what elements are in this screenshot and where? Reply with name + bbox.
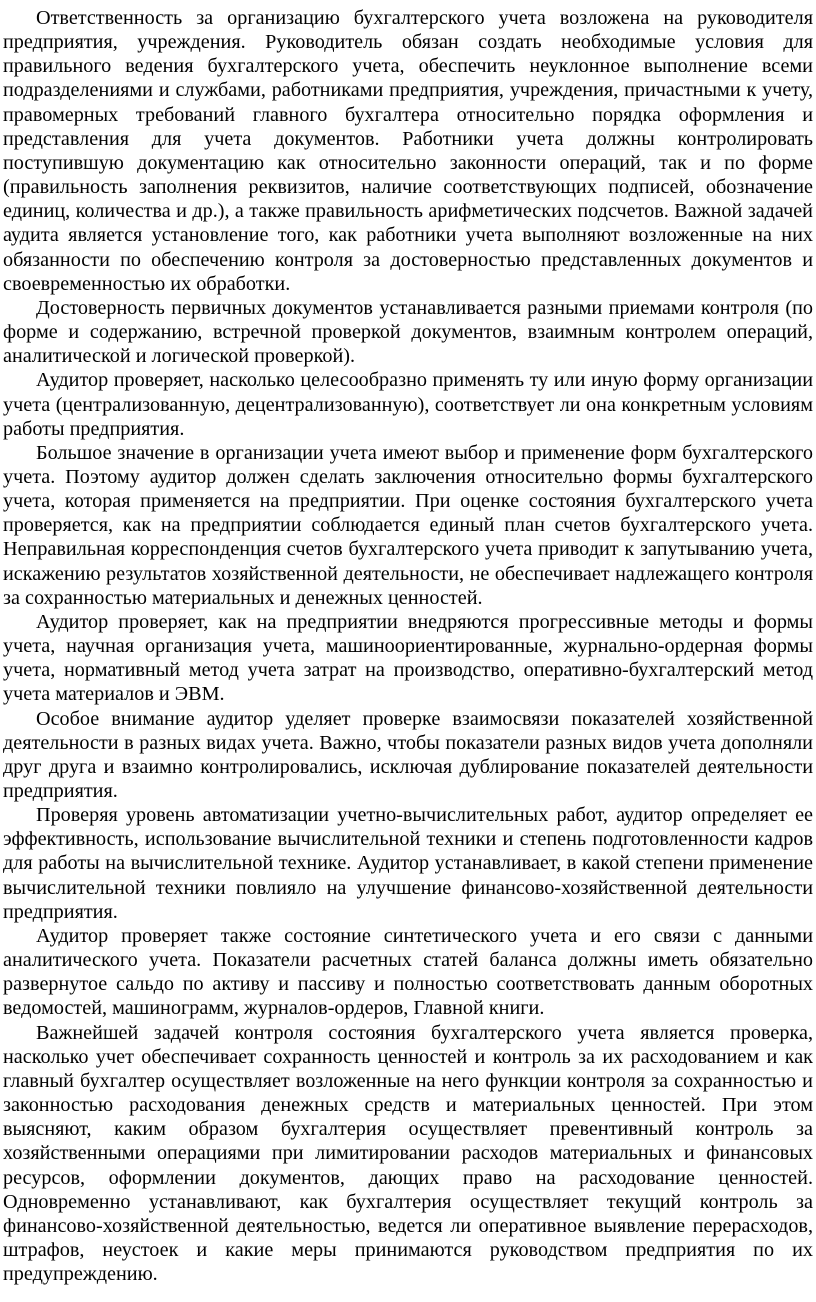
paragraph-responsibility: Ответственность за организацию бухгалтерского учета возложена на руководителя предприятия, учреждения. Руководитель обязан создать необходимые условия для правильного ведения бухгалтерского учета, обеспечить неуклонное выполнение всеми подразделениями и службами, работниками предприятия, учреждения, причастными к учету, правомерных требований главного бухгалтера относительно порядка оформления и представления для учета документов. Работники учета должны контролировать поступившую документацию как относительно законности операций, так и по форме (правильность заполнения реквизитов, наличие соответствующих подписей, обозначение единиц, количества и др.), а также правильность арифметических подсчетов. Важной задачей аудита является установление того, как работники учета выполняют возложенные на них обязанности по обеспечению контроля за достоверностью представленных документов и своевременностью их обработки. (3, 7, 813, 295)
paragraph-accounting-forms: Большое значение в организации учета имеют выбор и применение форм бухгалтерского учета. Поэтому аудитор должен сделать заключения относительно формы бухгалтерского учета, которая применяется на предприятии. При оценке состояния бухгалтерского учета проверяется, как на предприятии соблюдается единый план счетов бухгалтерского учета. Неправильная корреспонденция счетов бухгалтерского учета приводит к запутыванию учета, искажению результатов хозяйственной деятельности, не обеспечивает надлежащего контроля за сохранностью материальных и денежных ценностей. (3, 441, 813, 609)
paragraph-control-tasks: Важнейшей задачей контроля состояния бухгалтерского учета является проверка, насколько учет обеспечивает сохранность ценностей и контроль за их расходованием и как главный бухгалтер осуществляет возложенные на него функции контроля за сохранностью и законностью расходования денежных средств и материальных ценностей. При этом выясняют, каким образом бухгалтерия осуществляет превентивный контроль за хозяйственными операциями при лимитировании расходов материальных и финансовых ресурсов, оформлении документов, дающих право на расходование ценностей. Одновременно устанавливают, как бухгалтерия осуществляет текущий контроль за финансово-хозяйственной деятельностью, ведется ли оперативное выявление перерасходов, штрафов, неустоек и какие меры принимаются руководством предприятия по их предупреждению. (3, 1021, 813, 1286)
paragraph-document-reliability: Достоверность первичных документов устанавливается разными приемами контроля (по форме и содержанию, встречной проверкой документов, взаимным контролем операций, аналитической и логической проверкой). (3, 296, 813, 368)
paragraph-accounting-organization: Аудитор проверяет, насколько целесообразно применять ту или иную форму организации учета (централизованную, децентрализованную), соответствует ли она конкретным условиям работы предприятия. (3, 369, 813, 440)
paragraph-automation: Проверяя уровень автоматизации учетно-вычислительных работ, аудитор определяет ее эффективность, использование вычислительной техники и степень подготовленности кадров для работы на вычислительной технике. Аудитор устанавливает, в какой степени применение вычислительной техники повлияло на улучшение финансово-хозяйственной деятельности предприятия. (3, 804, 813, 923)
paragraph-indicator-relationships: Особое внимание аудитор уделяет проверке взаимосвязи показателей хозяйственной деятельности в разных видах учета. Важно, чтобы показатели разных видов учета дополняли друг друга и взаимно контролировались, исключая дублирование показателей деятельности предприятия. (3, 707, 813, 802)
paragraph-progressive-methods: Аудитор проверяет, как на предприятии внедряются прогрессивные методы и формы учета, научная организация учета, машиноориентированные, журнально-ордерная формы учета, нормативный метод учета затрат на производство, оперативно-бухгалтерский метод учета материалов и ЭВМ. (3, 610, 813, 706)
paragraph-synthetic-accounting: Аудитор проверяет также состояние синтетического учета и его связи с данными аналитического учета. Показатели расчетных статей баланса должны иметь обязательно развернутое сальдо по активу и пассиву и полностью соответствовать данным оборотных ведомостей, машинограмм, журналов-ордеров, Главной книги. (3, 924, 813, 1020)
